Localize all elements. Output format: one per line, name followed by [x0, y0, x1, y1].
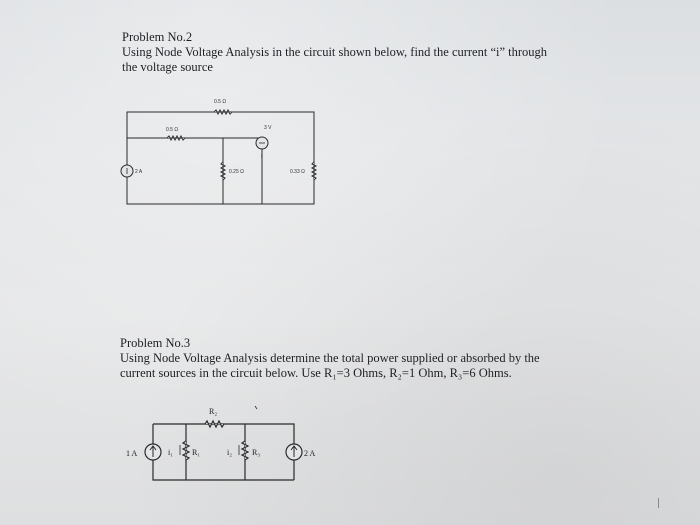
label-2a: 2 A: [304, 449, 316, 458]
problem-3-text-line-1: Using Node Voltage Analysis determine the total power supplied or absorbed by the: [120, 351, 540, 365]
label-i1: i₁: [168, 448, 174, 457]
resistor-r1: [183, 441, 189, 460]
problem-2-text-line-1: Using Node Voltage Analysis in the circuit shown below, find the current “i” through: [122, 45, 548, 59]
stray-mark: [658, 498, 659, 508]
label-i2: i₂: [227, 448, 233, 457]
resistor-r3: [242, 441, 248, 460]
problem-3-title: Problem No.3: [120, 336, 191, 350]
label-r2: R₂: [209, 407, 218, 416]
label-1a: 1 A: [126, 449, 138, 458]
label-current-i: i: [261, 154, 263, 160]
label-r-left: 0.5 Ω: [166, 127, 179, 133]
resistor-r2: [205, 421, 224, 427]
label-r-right: 0.33 Ω: [290, 169, 305, 175]
problem-3-text-line-2: current sources in the circuit below. Use R₁=3 Ohms, R₂=1 Ohm, R₃=6 Ohms.: [120, 366, 512, 380]
label-r-top: 0.5 Ω: [214, 99, 227, 105]
label-r3: R₃: [252, 448, 261, 457]
problem-2-title: Problem No.2: [122, 30, 193, 44]
problem-2-text-line-2: the voltage source: [122, 60, 213, 74]
label-r1: R₁: [192, 448, 201, 457]
label-voltage-source: 3 V: [264, 125, 272, 131]
label-r-middle: 0.25 Ω: [229, 169, 244, 175]
label-current-source: 2 A: [135, 169, 143, 175]
